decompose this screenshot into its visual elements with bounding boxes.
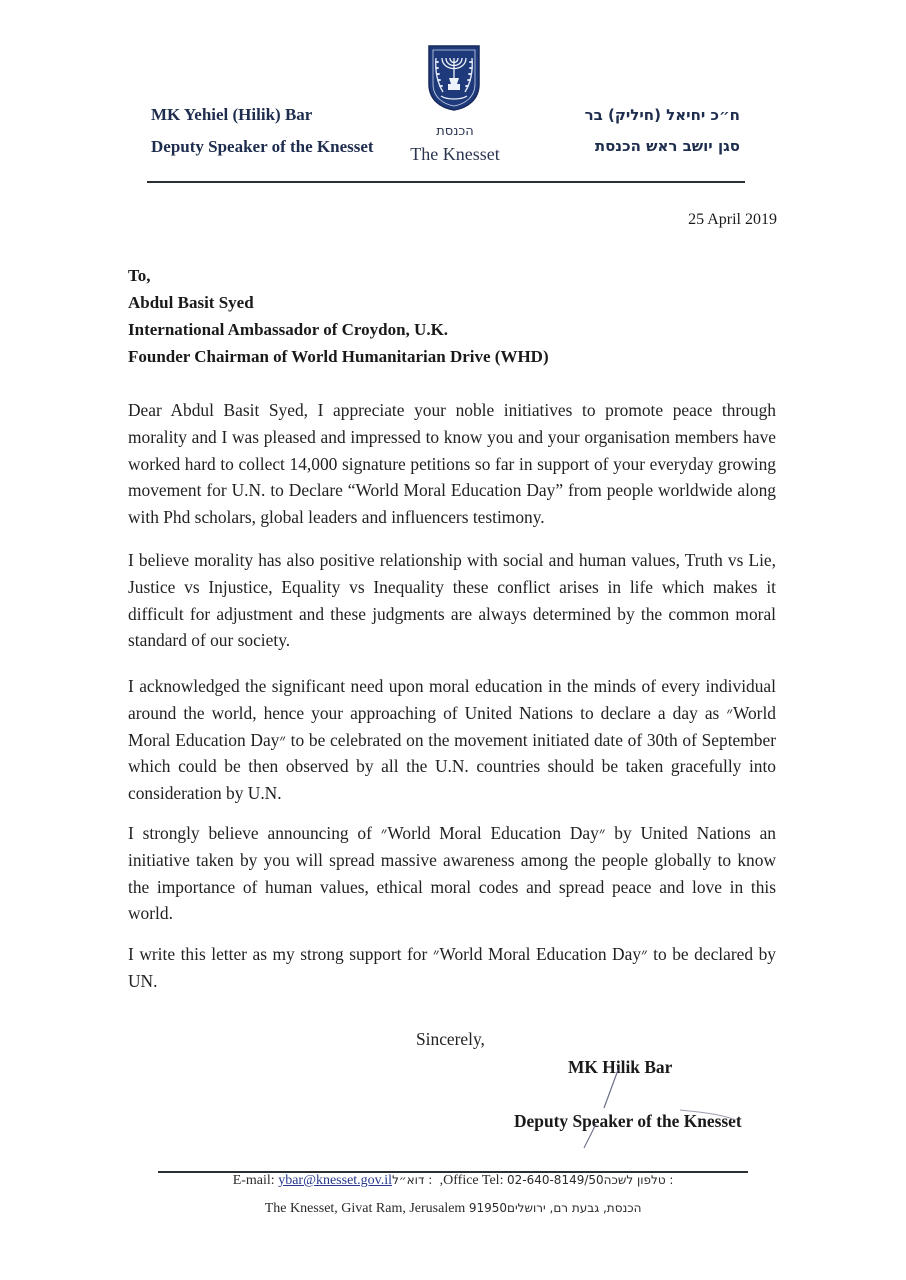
knesset-label-hebrew: הכנסת [436, 124, 474, 139]
body-paragraph-1: Dear Abdul Basit Syed, I appreciate your noble initiatives to promote peace through morality and I was pleased and impressed to know you and your organisation members have worked hard to collect 14,000 signature petitions so far in support of your everyday growing movement for U.N. to Declare “World Moral Education Day” from people worldwide along with Phd scholars, global leaders and influencers testimony. [128, 400, 776, 528]
email-label-hebrew: : דוא״ל [392, 1173, 437, 1187]
knesset-emblem-icon [427, 44, 481, 112]
sender-name-english: MK Yehiel (Hilik) Bar [151, 105, 313, 124]
footer-address-line [150, 1201, 760, 1217]
sender-title-english: Deputy Speaker of the Knesset [151, 137, 374, 156]
knesset-label-english: The Knesset [410, 144, 500, 164]
address-english: The Knesset, Givat Ram, Jerusalem [264, 1201, 469, 1216]
recipient-title-1: International Ambassador of Croydon, U.K. [128, 320, 449, 339]
office-phone-label-hebrew: : טלפון לשכה [603, 1173, 678, 1187]
address-hebrew: הכנסת, גבעת רם, ירושלים [507, 1201, 646, 1215]
body-paragraph-5: I write this letter as my strong support for ״World Moral Education Day״ to be declared by UN. [128, 944, 776, 991]
body-paragraph-3: I acknowledged the significant need upon moral education in the minds of every individual around the world, hence your approaching of United Nations to declare a day as ״World Moral Education Day״ to be celebrated on the movement initiated date of 30th of September which could be then observed by all the U.N. countries should be taken gracefully into consideration by U.N. [128, 676, 776, 804]
office-phone: 02-640-8149/50 [506, 1173, 604, 1187]
email-link[interactable]: ybar@knesset.gov.il [278, 1173, 393, 1188]
recipient-title-2: Founder Chairman of World Humanitarian Drive (WHD) [128, 347, 549, 366]
body-paragraph-4: I strongly believe announcing of ״World Moral Education Day״ by United Nations an initiative taken by you will spread massive awareness among the people globally to know the importance of human values, ethical moral codes and spread peace and love in this world. [128, 823, 776, 924]
recipient-name: Abdul Basit Syed [128, 293, 254, 312]
footer-contact-line [150, 1173, 760, 1189]
closing-sincerely: Sincerely, [416, 1029, 485, 1049]
sender-name-hebrew: ח״כ יחיאל (חיליק) בר [584, 106, 740, 124]
address-zip: 91950 [468, 1201, 508, 1215]
signatory-title: Deputy Speaker of the Knesset [514, 1111, 742, 1131]
sender-title-hebrew: סגן יושב ראש הכנסת [594, 137, 740, 155]
office-tel-label: ,Office Tel: [436, 1173, 507, 1188]
body-paragraph-2: I believe morality has also positive relationship with social and human values, Truth vs Lie, Justice vs Injustice, Equality vs Inequality these conflict arises in life which makes it difficult for adjustment and these judgments are always determined by the common moral standard of our society. [128, 550, 776, 651]
letter-date: 25 April 2019 [688, 211, 777, 228]
header-divider [147, 181, 745, 183]
signatory-name: MK Hilik Bar [568, 1057, 673, 1077]
email-label: E-mail: [232, 1173, 279, 1188]
recipient-block [128, 262, 549, 370]
recipient-salutation: To, [128, 266, 151, 285]
